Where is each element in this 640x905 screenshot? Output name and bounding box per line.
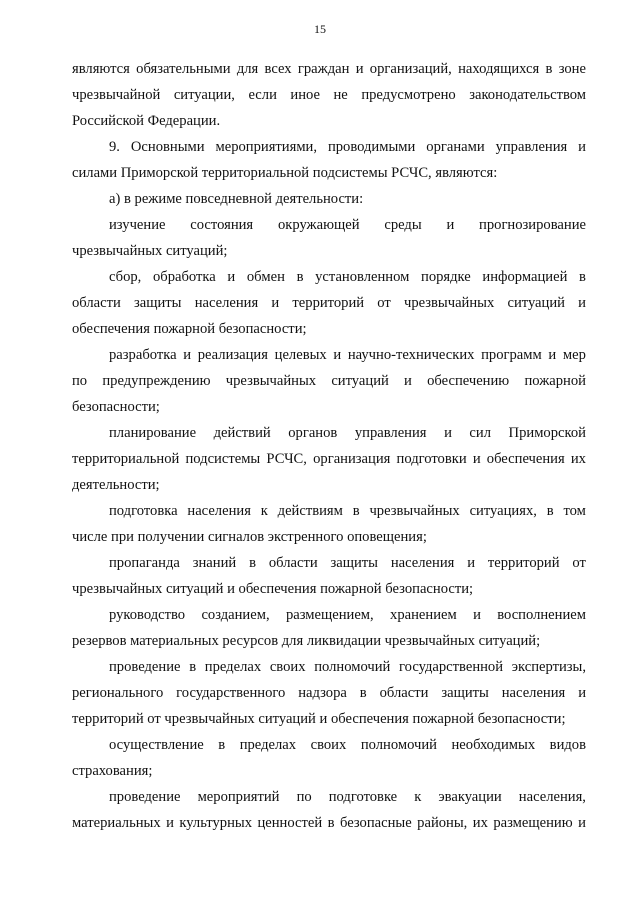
word: от bbox=[572, 555, 586, 571]
text-line bbox=[72, 212, 586, 238]
word: и bbox=[578, 139, 586, 155]
word: мер bbox=[562, 347, 586, 363]
word: Приморской bbox=[508, 425, 586, 441]
word: том bbox=[563, 503, 586, 519]
word: информацией bbox=[482, 269, 568, 285]
word: чрезвычайных bbox=[225, 373, 317, 389]
word: и bbox=[578, 815, 586, 831]
word: чрезвычайной bbox=[72, 87, 161, 103]
word: надзора bbox=[298, 685, 347, 701]
text-line bbox=[72, 264, 586, 290]
word: и bbox=[355, 61, 364, 77]
word: научно-технических bbox=[347, 347, 475, 363]
word: хранением bbox=[390, 607, 457, 623]
word: прогнозирование bbox=[479, 217, 586, 233]
word: области bbox=[268, 555, 318, 571]
paragraph-development bbox=[72, 342, 586, 420]
text-line bbox=[72, 758, 586, 784]
word: планирование bbox=[109, 425, 197, 441]
paragraph-evacuation bbox=[72, 784, 586, 836]
word: в bbox=[359, 685, 367, 701]
line-text: Российской Федерации. bbox=[72, 113, 221, 129]
word: сбор, bbox=[109, 269, 142, 285]
word: в bbox=[218, 737, 226, 753]
word: пределах bbox=[204, 659, 262, 675]
word: в bbox=[545, 61, 553, 77]
word: видов bbox=[549, 737, 586, 753]
text-line bbox=[72, 524, 586, 550]
word: действий bbox=[213, 425, 271, 441]
word: обеспечения bbox=[486, 451, 565, 467]
word: обеспечению bbox=[427, 373, 510, 389]
word: их bbox=[472, 815, 488, 831]
word: защиты bbox=[441, 685, 489, 701]
line-text: деятельности; bbox=[72, 477, 160, 493]
word: размещением, bbox=[285, 607, 374, 623]
word: законодательством bbox=[469, 87, 586, 103]
text-line bbox=[72, 108, 586, 134]
text-line bbox=[72, 56, 586, 82]
word: пределах bbox=[239, 737, 297, 753]
paragraph-propaganda bbox=[72, 550, 586, 602]
paragraph-item-9 bbox=[72, 134, 586, 186]
word: и bbox=[404, 373, 412, 389]
line-text: силами Приморской территориальной подсистемы РСЧС, являются: bbox=[72, 165, 498, 181]
word: их bbox=[570, 451, 586, 467]
line-text: чрезвычайных ситуаций; bbox=[72, 243, 228, 259]
word: граждан bbox=[297, 61, 350, 77]
word: среды bbox=[384, 217, 422, 233]
text-line bbox=[72, 732, 586, 758]
word: обмен bbox=[246, 269, 285, 285]
paragraph-reserves bbox=[72, 602, 586, 654]
word: установленном bbox=[315, 269, 410, 285]
word: органами bbox=[426, 139, 485, 155]
word: населения bbox=[187, 503, 251, 519]
word: подготовке bbox=[328, 789, 398, 805]
word: размещению bbox=[493, 815, 573, 831]
word: полномочий bbox=[314, 659, 391, 675]
word: знаний bbox=[192, 555, 237, 571]
word: в bbox=[579, 269, 586, 285]
word: изучение bbox=[109, 217, 166, 233]
text-line bbox=[72, 784, 586, 810]
word: пропаганда bbox=[109, 555, 180, 571]
word: по bbox=[72, 373, 88, 389]
word: и bbox=[166, 815, 174, 831]
text-line bbox=[72, 550, 586, 576]
word: организация bbox=[313, 451, 391, 467]
paragraph-collection bbox=[72, 264, 586, 342]
word: обработка bbox=[152, 269, 216, 285]
text-line bbox=[72, 290, 586, 316]
paragraph-subitem-a bbox=[72, 186, 586, 212]
word: и bbox=[467, 555, 476, 571]
word: территорий bbox=[292, 295, 365, 311]
line-text: а) в режиме повседневной деятельности: bbox=[109, 191, 364, 207]
word: от bbox=[377, 295, 391, 311]
word: своих bbox=[269, 659, 306, 675]
word: всех bbox=[264, 61, 292, 77]
word: окружающей bbox=[277, 217, 360, 233]
line-text: безопасности; bbox=[72, 399, 160, 415]
word: и bbox=[446, 217, 455, 233]
word: ситуациях, bbox=[469, 503, 537, 519]
paragraph-insurance bbox=[72, 732, 586, 784]
word: созданием, bbox=[201, 607, 270, 623]
word: являются bbox=[72, 61, 130, 77]
word: проведение bbox=[109, 659, 181, 675]
word: по bbox=[296, 789, 312, 805]
word: ценностей bbox=[257, 815, 323, 831]
word: в bbox=[352, 503, 360, 519]
word: восполнением bbox=[497, 607, 586, 623]
word: предусмотрено bbox=[361, 87, 456, 103]
word: безопасные bbox=[339, 815, 412, 831]
word: населения bbox=[194, 295, 259, 311]
word: ситуации, bbox=[173, 87, 235, 103]
word: предупреждению bbox=[102, 373, 211, 389]
word: населения bbox=[390, 555, 455, 571]
word: и bbox=[183, 347, 192, 363]
word: порядке bbox=[421, 269, 471, 285]
word: полномочий bbox=[360, 737, 437, 753]
word: и bbox=[578, 295, 586, 311]
word: управления bbox=[354, 425, 427, 441]
word: своих bbox=[310, 737, 347, 753]
word: мероприятиями, bbox=[215, 139, 318, 155]
word: государственного bbox=[176, 685, 286, 701]
paragraph-planning bbox=[72, 420, 586, 498]
word: области bbox=[379, 685, 429, 701]
text-line bbox=[72, 602, 586, 628]
word: и bbox=[227, 269, 236, 285]
text-line bbox=[72, 316, 586, 342]
text-line bbox=[72, 498, 586, 524]
text-line bbox=[72, 82, 586, 108]
line-text: обеспечения пожарной безопасности; bbox=[72, 321, 307, 337]
word: пожарной bbox=[524, 373, 586, 389]
word: зоне bbox=[558, 61, 586, 77]
text-line bbox=[72, 238, 586, 264]
word: и bbox=[333, 347, 342, 363]
page-number: 15 bbox=[314, 22, 326, 36]
word: состояния bbox=[190, 217, 254, 233]
paragraph-continuation bbox=[72, 56, 586, 134]
line-text: страхования; bbox=[72, 763, 153, 779]
word: в bbox=[189, 659, 197, 675]
text-line bbox=[72, 420, 586, 446]
word: государственной bbox=[399, 659, 504, 675]
word: территориальной bbox=[72, 451, 180, 467]
word: для bbox=[236, 61, 259, 77]
word: находящихся bbox=[458, 61, 540, 77]
line-text: территорий от чрезвычайных ситуаций и обеспечения пожарной безопасности; bbox=[72, 711, 566, 727]
word: разработка bbox=[109, 347, 177, 363]
text-line bbox=[72, 160, 586, 186]
text-line bbox=[72, 654, 586, 680]
line-text: числе при получении сигналов экстренного оповещения; bbox=[72, 529, 427, 545]
word: обязательными bbox=[136, 61, 231, 77]
paragraph-expertise bbox=[72, 654, 586, 732]
word: и bbox=[548, 347, 557, 363]
word: подготовка bbox=[109, 503, 178, 519]
word: иное bbox=[290, 87, 320, 103]
text-line bbox=[72, 576, 586, 602]
word: к bbox=[414, 789, 422, 805]
document-body bbox=[72, 56, 586, 836]
word: сил bbox=[469, 425, 491, 441]
text-line bbox=[72, 628, 586, 654]
word: чрезвычайных bbox=[369, 503, 460, 519]
word: подготовки bbox=[396, 451, 467, 467]
word: территорий bbox=[487, 555, 560, 571]
text-line bbox=[72, 680, 586, 706]
line-text: чрезвычайных ситуаций и обеспечения пожарной безопасности; bbox=[72, 581, 474, 597]
word: и bbox=[578, 685, 586, 701]
line-text: резервов материальных ресурсов для ликвидации чрезвычайных ситуаций; bbox=[72, 633, 541, 649]
text-line bbox=[72, 394, 586, 420]
word: регионального bbox=[72, 685, 164, 701]
word: проводимыми bbox=[327, 139, 416, 155]
word: мероприятий bbox=[197, 789, 280, 805]
word: организаций, bbox=[369, 61, 452, 77]
word: действиям bbox=[277, 503, 343, 519]
word: области bbox=[72, 295, 121, 311]
word: программ bbox=[481, 347, 542, 363]
word: целевых bbox=[274, 347, 327, 363]
word: защиты bbox=[330, 555, 378, 571]
text-line bbox=[72, 342, 586, 368]
text-line bbox=[72, 706, 586, 732]
word: населения, bbox=[518, 789, 586, 805]
paragraph-study bbox=[72, 212, 586, 264]
word: необходимых bbox=[451, 737, 536, 753]
word: руководство bbox=[109, 607, 186, 623]
word: и bbox=[472, 451, 481, 467]
word: ситуаций bbox=[331, 373, 389, 389]
word: управления bbox=[495, 139, 568, 155]
word: осуществление bbox=[109, 737, 204, 753]
word: и bbox=[444, 425, 452, 441]
word: и bbox=[271, 295, 280, 311]
word: проведение bbox=[109, 789, 181, 805]
text-line bbox=[72, 472, 586, 498]
word: если bbox=[248, 87, 277, 103]
word: органов bbox=[288, 425, 338, 441]
word: не bbox=[333, 87, 348, 103]
word: в bbox=[327, 815, 335, 831]
text-line bbox=[72, 810, 586, 836]
word: экспертизы, bbox=[511, 659, 586, 675]
word: к bbox=[260, 503, 268, 519]
text-line bbox=[72, 134, 586, 160]
word: материальных bbox=[72, 815, 161, 831]
word: 9. bbox=[109, 139, 120, 155]
word: в bbox=[249, 555, 256, 571]
word: в bbox=[546, 503, 554, 519]
word: и bbox=[473, 607, 481, 623]
word: эвакуации bbox=[438, 789, 502, 805]
word: чрезвычайных bbox=[403, 295, 495, 311]
word: в bbox=[296, 269, 304, 285]
word: культурных bbox=[179, 815, 252, 831]
word: реализация bbox=[197, 347, 268, 363]
word: подсистемы bbox=[185, 451, 261, 467]
word: Основными bbox=[130, 139, 205, 155]
text-line bbox=[72, 446, 586, 472]
word: районы, bbox=[417, 815, 468, 831]
paragraph-training bbox=[72, 498, 586, 550]
word: ситуаций bbox=[507, 295, 565, 311]
word: населения bbox=[501, 685, 566, 701]
text-line bbox=[72, 368, 586, 394]
text-line bbox=[72, 186, 586, 212]
word: защиты bbox=[134, 295, 182, 311]
word: РСЧС, bbox=[266, 451, 307, 467]
